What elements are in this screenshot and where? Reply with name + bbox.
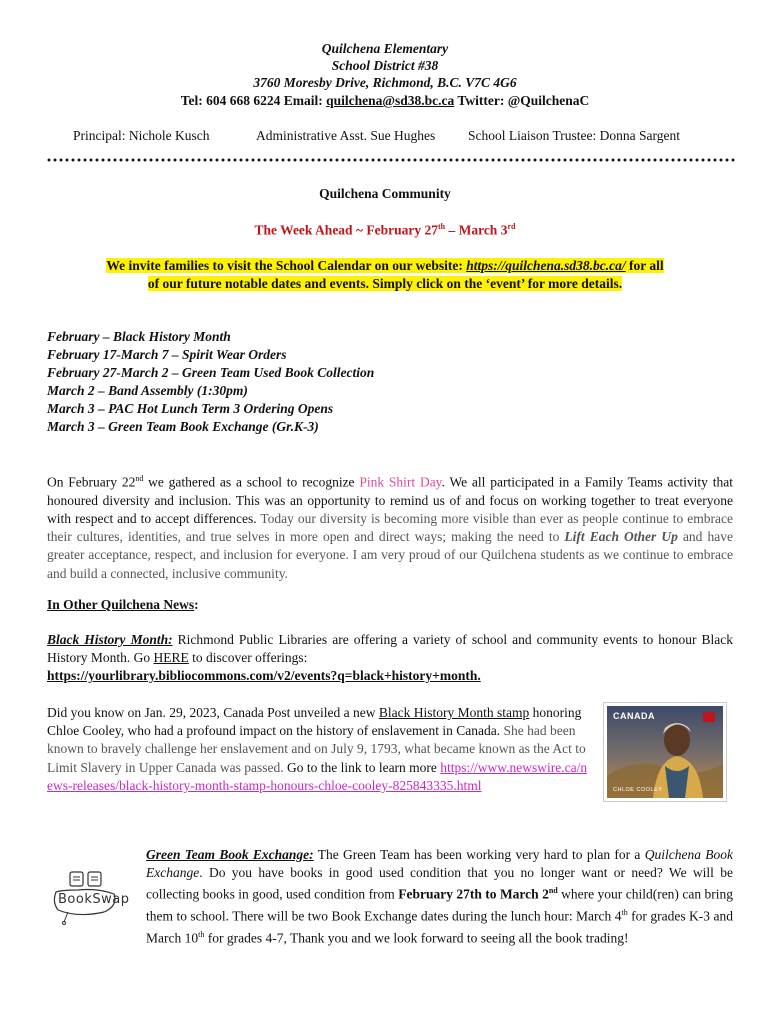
invite-text-b: for all	[625, 258, 664, 273]
bhm-stamp-text: Black History Month stamp	[378, 705, 530, 720]
week-prefix: The Week Ahead ~ February 27	[254, 222, 438, 238]
invite-text-a: We invite families to visit the School Calendar on our website:	[106, 258, 467, 273]
community-title: Quilchena Community	[319, 186, 451, 201]
stamp-paragraph	[47, 704, 592, 795]
event-item: March 3 – PAC Hot Lunch Term 3 Ordering Opens	[47, 401, 334, 416]
week-mid: – March 3	[445, 222, 508, 238]
stamp-name: CHLOE COOLEY	[613, 787, 663, 793]
bookswap-text: BookSwap	[58, 892, 130, 907]
school-calendar-link[interactable]: https://quilchena.sd38.bc.ca/	[466, 258, 626, 273]
bhm-here-link[interactable]: HERE	[153, 650, 189, 666]
events-list	[47, 328, 374, 436]
twitter-text: Twitter: @QuilchenaC	[454, 93, 590, 108]
contact-line	[0, 92, 770, 109]
lift-each-other-up: Lift Each Other Up	[564, 529, 678, 545]
gt-italic: Quilchena Book Exchange	[146, 847, 734, 881]
bhm-text-b: to discover offerings:	[188, 650, 308, 666]
bhm-paragraph	[47, 631, 733, 686]
bhm-text-a: Richmond Public Libraries are offering a variety of school and community events to honour Black History Month. Go	[47, 632, 733, 666]
gt-bold-dates: February 27th to March 2	[398, 886, 549, 902]
sp-grey: She had been known to bravely challenge her enslavement and on July 9, 1793, what became known as the Act to Limit Slavery in Upper Canada was passed.	[47, 723, 586, 775]
gt-text-d: for grades K-3 and March 10	[146, 908, 733, 946]
dotted-divider	[46, 158, 736, 162]
other-news-heading	[47, 597, 199, 613]
week-sup1: th	[437, 222, 446, 231]
gt-text-c: where your child(ren) can bring them to school. There will be two Book Exchange dates during the lunch hour: March 4	[146, 886, 733, 924]
bhm-library-link[interactable]: https://yourlibrary.bibliocommons.com/v2/events?q=black+history+month.	[47, 668, 481, 684]
ps-text-b: we gathered as a school to recognize	[143, 474, 360, 490]
school-name: Quilchena Elementary	[321, 41, 449, 56]
admin-text: Administrative Asst. Sue Hughes	[256, 128, 436, 143]
sp-text-b: honoring Chloe Cooley, who had a profound impact on the history of enslavement in Canada.	[47, 705, 582, 739]
newswire-link[interactable]: https://www.newswire.ca/news-releases/black-history-month-stamp-honours-chloe-cooley-825843335.html	[47, 759, 588, 793]
school-address: 3760 Moresby Drive, Richmond, B.C. V7C 4G6	[253, 75, 517, 90]
gt-text-b: . Do you have books in good used condition that you no longer want or need? We will be collecting books in good, used condition from	[146, 865, 733, 902]
ps-text-c: . We all participated in a Family Teams activity that honoured diversity and inclusion. This was an opportunity to remind us of and focus on working together to treat everyone with respect and to accept differences.	[47, 474, 733, 526]
trustee-text: School Liaison Trustee: Donna Sargent	[468, 128, 680, 143]
sp-text-a: Did you know on Jan. 29, 2023, Canada Post unveiled a new	[47, 705, 379, 720]
ps-grey-2: and have greater acceptance, respect, and inclusion for everyone. I am very proud of our Quilchena students as we continue to embrace and build a connected, inclusive community.	[47, 529, 733, 581]
sp-text-c: Go to the link to learn more	[283, 759, 441, 775]
school-district: School District #38	[331, 58, 439, 73]
stamp-country: CANADA	[613, 711, 655, 721]
ps-grey-1: Today our diversity is becoming more visible than ever as people continue to embrace their cultures, identities, and true selves in more open and direct ways; making the need to	[47, 510, 733, 545]
invite-text-line2: of our future notable dates and events. Simply click on the ‘event’ for more details.	[147, 276, 623, 291]
calendar-invite	[40, 257, 730, 293]
gt-bold-sup: nd	[548, 886, 558, 896]
gt-text-e: for grades 4-7, Thank you and we look forward to seeing all the book trading!	[204, 930, 629, 946]
ps-text-a: On February 22	[47, 474, 136, 490]
gt-text-a: The Green Team has been working very hard to plan for a	[313, 847, 645, 862]
green-team-title: Green Team Book Exchange:	[146, 847, 314, 862]
bookswap-logo	[48, 866, 130, 928]
ps-sup: nd	[135, 474, 144, 483]
week-sup2: rd	[507, 222, 516, 231]
pink-shirt-paragraph	[47, 470, 733, 583]
event-item: March 3 – Green Team Book Exchange (Gr.K-3)	[47, 419, 319, 434]
event-item: February 27-March 2 – Green Team Used Book Collection	[47, 365, 375, 380]
pink-shirt-day: Pink Shirt Day	[359, 474, 442, 490]
bhm-title: Black History Month:	[47, 632, 173, 647]
principal-text: Principal: Nichole Kusch	[73, 128, 210, 143]
event-item: February 17-March 7 – Spirit Wear Orders	[47, 347, 287, 362]
gt-sup2: th	[198, 929, 205, 939]
chloe-cooley-stamp-image	[604, 703, 726, 801]
other-news-title: In Other Quilchena News	[47, 597, 195, 612]
green-team-paragraph	[146, 846, 733, 948]
event-item: February – Black History Month	[47, 329, 231, 344]
gt-sup1: th	[621, 908, 628, 918]
tel-text: Tel: 604 668 6224 Email:	[180, 93, 327, 108]
other-news-colon: :	[194, 597, 199, 612]
email-link[interactable]: quilchena@sd38.bc.ca	[326, 93, 455, 108]
event-item: March 2 – Band Assembly (1:30pm)	[47, 383, 248, 398]
week-ahead-title	[0, 222, 770, 239]
